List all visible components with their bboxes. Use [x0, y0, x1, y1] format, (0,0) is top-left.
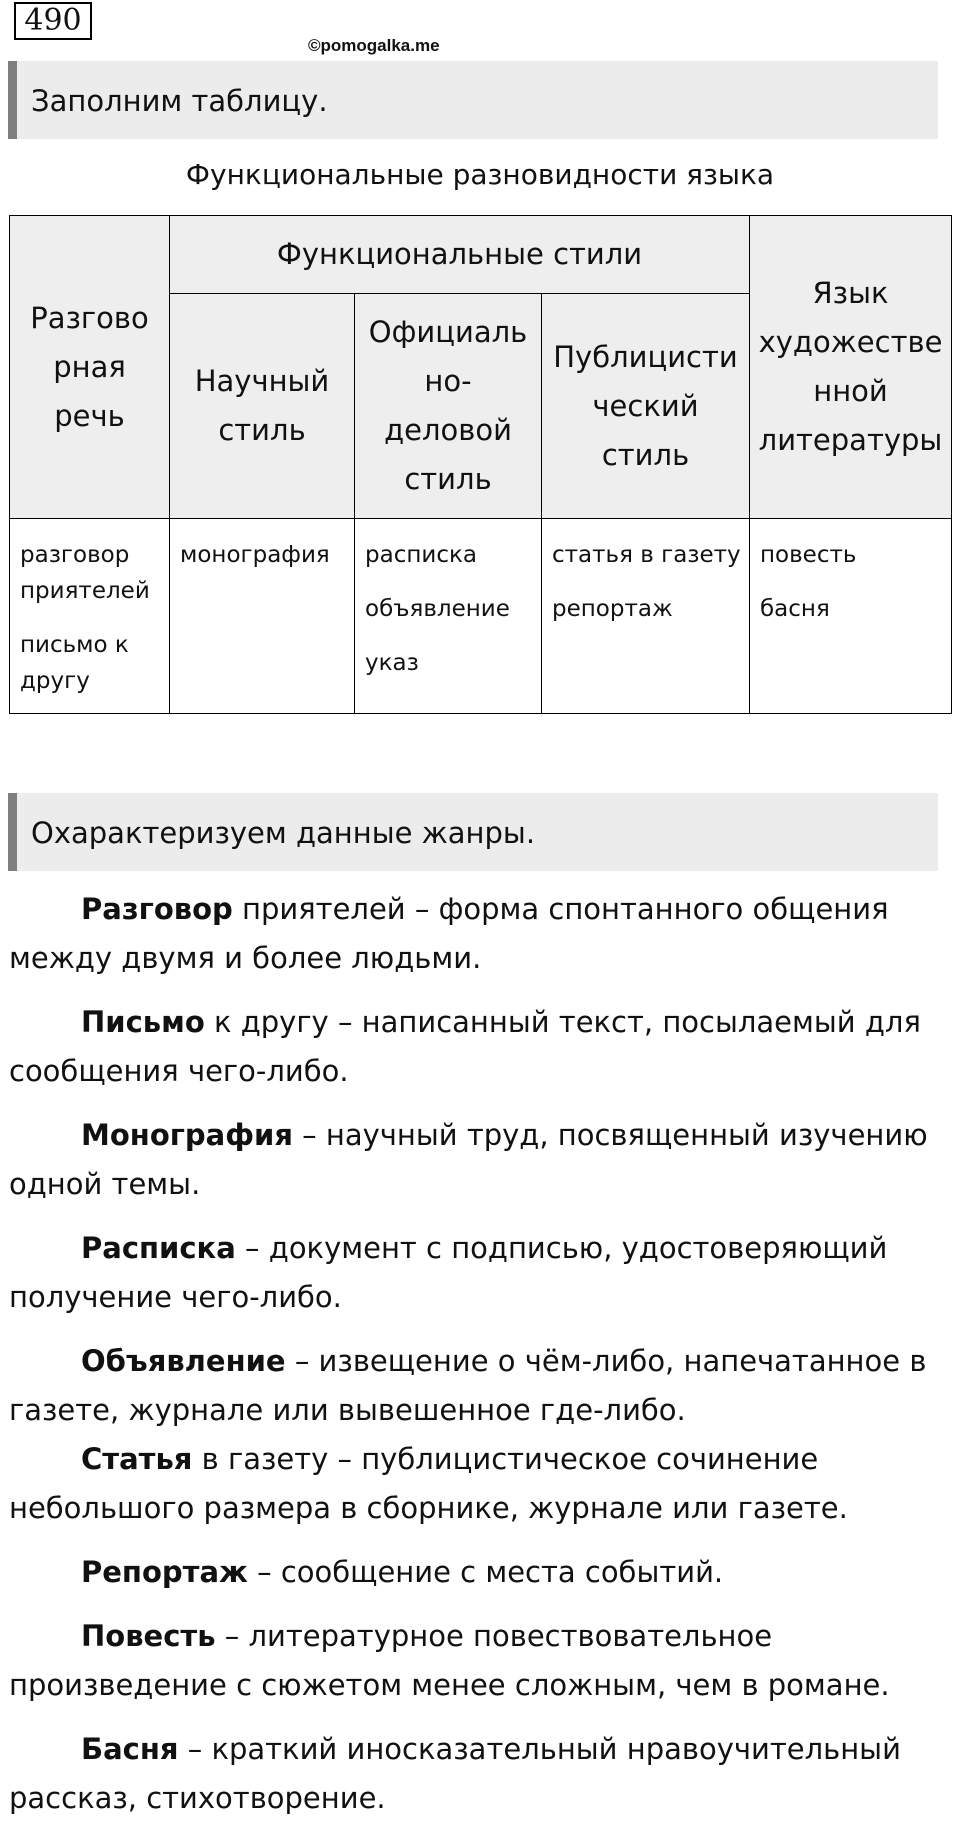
cell-scientific-genres: монография — [170, 519, 355, 714]
header-scientific: Научный стиль — [170, 294, 355, 519]
cell-official-genres: расписка объявление указ — [355, 519, 542, 714]
table-title: Функциональные разновидности языка — [185, 158, 775, 191]
definition-paragraph: Повесть – литературное повествовательное произведение с сюжетом менее сложным, чем в романе. — [9, 1619, 890, 1702]
definition-paragraph: Письмо к другу – написанный текст, посылаемый для сообщения чего-либо. — [9, 1005, 921, 1088]
definition-paragraph: Басня – краткий иносказательный нравоучительный рассказ, стихотворение. — [9, 1732, 901, 1815]
cell-publicistic-genres: статья в газету репортаж — [542, 519, 750, 714]
genre-definitions — [9, 885, 944, 1823]
header-publicistic: Публицисти ческий стиль — [542, 294, 750, 519]
definition-paragraph: Объявление – извещение о чём-либо, напечатанное в газете, журнале или вывешенное где-либо. — [9, 1344, 927, 1427]
definition-paragraph: Расписка – документ с подписью, удостоверяющий получение чего-либо. — [9, 1231, 888, 1314]
task-number: 490 — [14, 2, 92, 40]
cell-fiction-genres: повесть басня — [750, 519, 952, 714]
header-official-business: Официаль но- деловой стиль — [355, 294, 542, 519]
functional-styles-table — [9, 215, 952, 714]
watermark: ©pomogalka.me — [308, 36, 440, 55]
section-heading-characterize-genres: Охарактеризуем данные жанры. — [8, 793, 938, 871]
header-fiction-language: Язык художестве нной литературы — [750, 216, 952, 519]
definition-paragraph: Монография – научный труд, посвященный изучению одной темы. — [9, 1118, 928, 1201]
definition-paragraph: Репортаж – сообщение с места событий. — [81, 1555, 724, 1589]
section-heading-fill-table: Заполним таблицу. — [8, 61, 938, 139]
definition-paragraph: Разговор приятелей – форма спонтанного общения между двумя и более людьми. — [9, 892, 889, 975]
definition-paragraph: Статья в газету – публицистическое сочинение небольшого размера в сборнике, журнале или газете. — [9, 1442, 848, 1525]
header-functional-styles: Функциональные стили — [170, 216, 750, 294]
cell-conversational-genres: разговор приятелей письмо к другу — [10, 519, 170, 714]
header-conversational: Разгово рная речь — [10, 216, 170, 519]
